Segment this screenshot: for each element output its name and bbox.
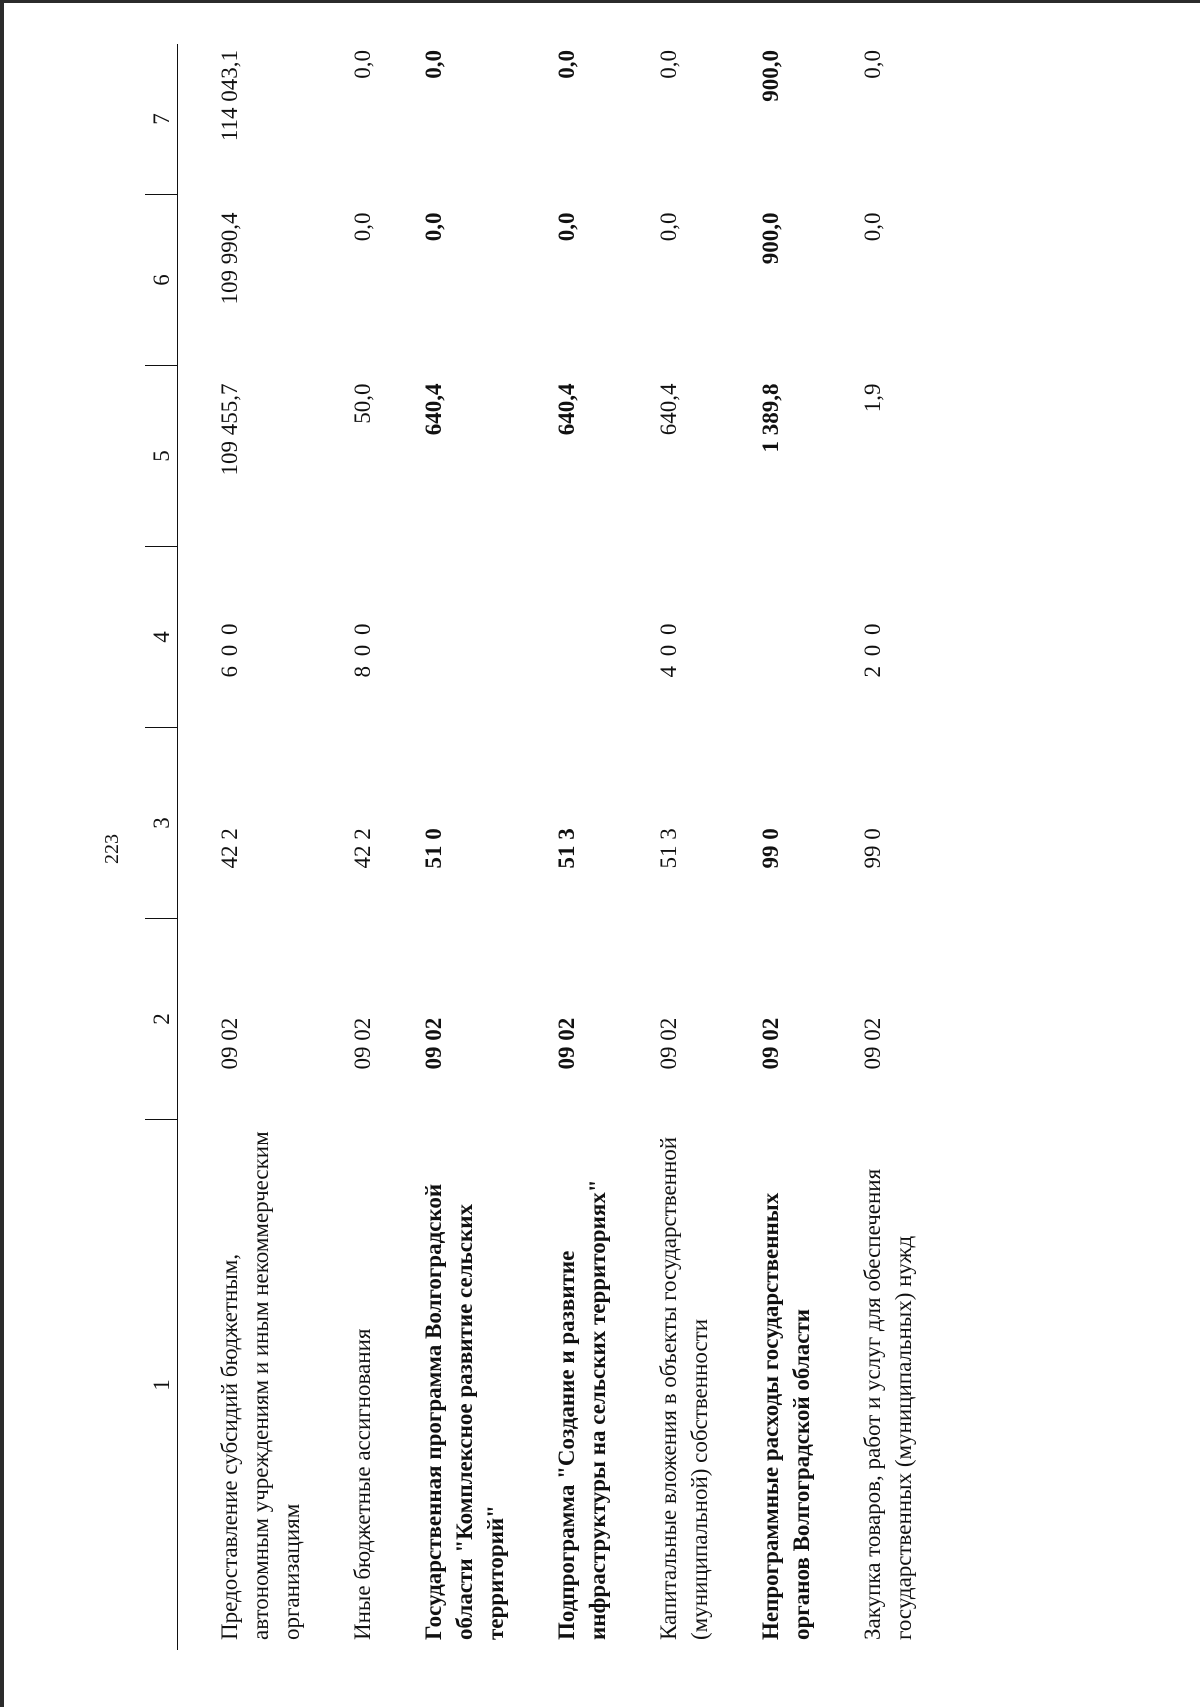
- row-col6: 0,0: [350, 212, 375, 242]
- row-col6: 0,0: [554, 212, 579, 242]
- row-col7: 0,0: [860, 50, 885, 79]
- header-col-1: 1: [145, 1120, 178, 1651]
- row-target: 51 3: [656, 828, 681, 869]
- table-row: [327, 44, 398, 1650]
- row-section: 09 02: [421, 1017, 446, 1070]
- row-col5: 109 455,7: [217, 383, 242, 476]
- row-name: Непрограммные расходы государственных органов Волгоградской области: [758, 1192, 814, 1640]
- row-expense-type: [531, 547, 633, 728]
- row-col6: 900,0: [758, 212, 783, 265]
- row-expense-type: [398, 547, 531, 728]
- row-col5: 640,4: [554, 383, 579, 436]
- budget-table: [145, 44, 939, 1650]
- row-col7: 0,0: [350, 50, 375, 79]
- row-expense-type: 4 0 0: [656, 621, 681, 678]
- scan-edge-left: [0, 0, 4, 1707]
- page-number: 223: [101, 834, 123, 864]
- table-row: [531, 44, 633, 1650]
- table-row: [837, 44, 939, 1650]
- row-section: 09 02: [656, 1017, 681, 1070]
- row-target: 42 2: [217, 828, 242, 869]
- row-expense-type: 2 0 0: [860, 621, 885, 678]
- row-section: 09 02: [860, 1017, 885, 1070]
- row-col6: 109 990,4: [217, 212, 242, 305]
- row-section: 09 02: [758, 1017, 783, 1070]
- row-col7: 0,0: [554, 50, 579, 79]
- header-col-2: 2: [145, 919, 178, 1120]
- row-section: 09 02: [350, 1017, 375, 1070]
- row-col5: 1,9: [860, 383, 885, 413]
- header-col-7: 7: [145, 44, 178, 195]
- row-expense-type: 8 0 0: [350, 621, 375, 678]
- row-expense-type: [735, 547, 837, 728]
- row-col7: 0,0: [656, 50, 681, 79]
- row-col6: 0,0: [860, 212, 885, 242]
- table-row: [178, 44, 328, 1650]
- row-target: 51 0: [421, 828, 446, 869]
- row-col5: 640,4: [656, 383, 681, 436]
- scan-edge-top: [0, 0, 1200, 3]
- row-name: Подпрограмма "Создание и развитие инфраструктуры на сельских территориях": [554, 1179, 610, 1640]
- row-target: 42 2: [350, 828, 375, 869]
- row-section: 09 02: [217, 1017, 242, 1070]
- row-col7: 114 043,1: [217, 50, 242, 142]
- header-col-5: 5: [145, 366, 178, 547]
- row-col5: 50,0: [350, 383, 375, 424]
- row-name: Капитальные вложения в объекты государственной (муниципальной) собственности: [656, 1136, 712, 1640]
- row-target: 99 0: [758, 828, 783, 869]
- row-target: 99 0: [860, 828, 885, 869]
- table-row: [735, 44, 837, 1650]
- row-name: Иные бюджетные ассигнования: [350, 1328, 375, 1640]
- row-col6: 0,0: [421, 212, 446, 242]
- header-col-3: 3: [145, 728, 178, 919]
- row-col5: 640,4: [421, 383, 446, 436]
- row-col5: 1 389,8: [758, 383, 783, 453]
- row-section: 09 02: [554, 1017, 579, 1070]
- row-col7: 0,0: [421, 50, 446, 79]
- row-expense-type: 6 0 0: [217, 621, 242, 678]
- rotated-table-container: [145, 50, 1145, 1650]
- table-header-row: [145, 44, 178, 1650]
- row-name: Предоставление субсидий бюджетным, автономным учреждениям и иным некоммерческим организациям: [217, 1131, 304, 1640]
- row-col7: 900,0: [758, 50, 783, 102]
- row-col6: 0,0: [656, 212, 681, 242]
- row-name: Государственная программа Волгоградской области "Комплексное развитие сельских территорий": [421, 1183, 508, 1640]
- table-row: [398, 44, 531, 1650]
- table-row: [633, 44, 735, 1650]
- row-name: Закупка товаров, работ и услуг для обеспечения государственных (муниципальных) нужд: [860, 1168, 916, 1640]
- header-col-4: 4: [145, 547, 178, 728]
- row-target: 51 3: [554, 828, 579, 869]
- header-col-6: 6: [145, 195, 178, 366]
